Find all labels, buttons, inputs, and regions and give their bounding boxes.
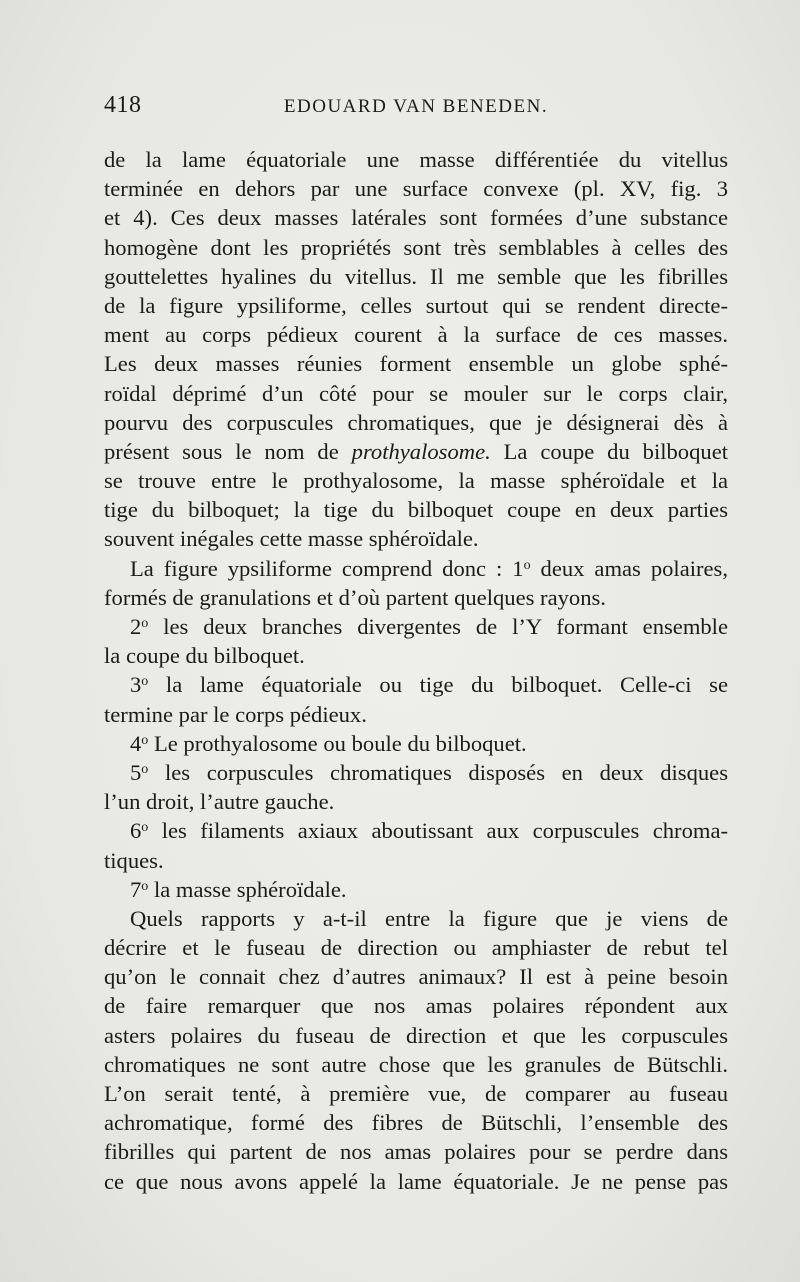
line-segment: pourvu des corpuscules chromatiques, que je désignerai dès à [104, 409, 728, 435]
text-line [104, 670, 728, 699]
line-segment: Quels rapports y a-t-il entre la figure que je viens de [130, 905, 728, 931]
page-number: 418 [104, 92, 142, 118]
text-line [104, 816, 728, 845]
ordinal-superscript: o [141, 820, 149, 836]
text-line [104, 262, 728, 291]
line-segment: fibrilles qui partent de nos amas polaires pour se perdre dans [104, 1139, 728, 1165]
line-segment: termine par le corps pédieux. [104, 701, 367, 727]
line-segment: homogène dont les propriétés sont très semblables à celles des [104, 234, 728, 260]
text-line [104, 524, 728, 553]
line-segment: roïdal déprimé d’un côté pour se mouler sur le corps clair, [104, 380, 728, 406]
line-segment: La coupe du bilboquet [490, 438, 728, 464]
text-line [104, 991, 728, 1020]
line-segment: La figure ypsiliforme comprend donc : 1 [130, 555, 524, 581]
line-segment: 7 [130, 876, 142, 902]
ordinal-superscript: o [141, 616, 149, 631]
line-segment: 3 [130, 672, 142, 698]
text-line [104, 904, 728, 933]
running-head: EDOUARD VAN BENEDEN. [283, 96, 549, 117]
line-segment: 4 [130, 730, 142, 756]
text-line [104, 1108, 728, 1137]
text-line [104, 787, 728, 816]
text-line [104, 1137, 728, 1166]
text-line [104, 1021, 728, 1050]
ordinal-superscript: o [141, 674, 149, 690]
italic-term: prothyalosome. [351, 438, 491, 464]
line-segment: Les deux masses réunies forment ensemble un globe sphé- [104, 351, 728, 377]
line-segment: 5 [130, 759, 142, 785]
text-line [104, 641, 728, 670]
line-segment: de la figure ypsiliforme, celles surtout qui se rendent directe- [104, 292, 728, 318]
line-segment: terminée en dehors par une surface convexe (pl. XV, fig. 3 [104, 176, 728, 202]
line-segment: la coupe du bilboquet. [104, 643, 305, 669]
text-line [104, 875, 728, 904]
line-segment: formés de granulations et d’où partent quelques rayons. [104, 584, 606, 610]
line-segment: la lame équatoriale ou tige du bilboquet. Celle-ci se [148, 672, 728, 698]
text-line [104, 349, 728, 378]
line-segment: 2 [130, 614, 142, 639]
text-line [104, 495, 728, 524]
text-line [104, 379, 728, 408]
line-segment: les filaments axiaux aboutissant aux corpuscules chroma- [148, 818, 728, 844]
ordinal-superscript: o [523, 557, 531, 573]
line-segment: 6 [130, 818, 142, 844]
line-segment: décrire et le fuseau de direction ou amphiaster de rebut tel [104, 935, 728, 961]
line-segment: se trouve entre le prothyalosome, la masse sphéroïdale et la [104, 468, 728, 494]
text-line [104, 933, 728, 962]
text-line [104, 320, 728, 349]
line-segment: Le prothyalosome ou boule du bilboquet. [148, 730, 527, 756]
text-line [104, 437, 728, 466]
text-line [104, 145, 728, 174]
line-segment: achromatique, formé des fibres de Bütschli, l’ensemble des [104, 1110, 728, 1136]
text-line [104, 1079, 728, 1108]
line-segment: qu’on le connait chez d’autres animaux? Il est à peine besoin [104, 964, 728, 990]
line-segment: chromatiques ne sont autre chose que les granules de Bütschli. [104, 1051, 728, 1077]
line-segment: tige du bilboquet; la tige du bilboquet coupe en deux parties [104, 497, 728, 523]
text-line [104, 233, 728, 262]
ordinal-superscript: o [141, 732, 149, 748]
line-segment: ce que nous avons appelé la lame équatoriale. Je ne pense pas [104, 1168, 728, 1194]
line-segment: la masse sphéroïdale. [148, 876, 347, 902]
line-segment: les deux branches divergentes de l’Y formant ensemble [148, 614, 728, 639]
text-line [104, 1167, 728, 1196]
body-text [104, 145, 728, 1196]
text-line [104, 729, 728, 758]
text-line [104, 203, 728, 232]
page-header [104, 92, 728, 124]
line-segment: et 4). Ces deux masses latérales sont formées d’une substance [104, 205, 728, 231]
line-segment: deux amas polaires, [530, 555, 728, 581]
line-segment: les corpuscules chromatiques disposés en deux disques [148, 759, 728, 785]
text-line [104, 554, 728, 583]
line-segment: présent sous le nom de [104, 438, 352, 464]
line-segment: l’un droit, l’autre gauche. [104, 789, 335, 815]
text-line [104, 466, 728, 495]
ordinal-superscript: o [141, 761, 149, 777]
ordinal-superscript: o [141, 878, 149, 894]
text-line [104, 700, 728, 729]
line-segment: de la lame équatoriale une masse différentiée du vitellus [104, 147, 728, 172]
line-segment: gouttelettes hyalines du vitellus. Il me semble que les fibrilles [104, 263, 728, 289]
line-segment: L’on serait tenté, à première vue, de comparer au fuseau [104, 1081, 728, 1106]
text-line [104, 612, 728, 641]
text-line [104, 758, 728, 787]
line-segment: asters polaires du fuseau de direction et que les corpuscules [104, 1022, 728, 1048]
line-segment: ment au corps pédieux courent à la surface de ces masses. [104, 322, 728, 348]
text-line [104, 291, 728, 320]
text-line [104, 962, 728, 991]
text-line [104, 583, 728, 612]
line-segment: tiques. [104, 847, 164, 873]
text-line [104, 174, 728, 203]
text-line [104, 408, 728, 437]
line-segment: souvent inégales cette masse sphéroïdale. [104, 526, 479, 552]
line-segment: de faire remarquer que nos amas polaires répondent aux [104, 993, 728, 1019]
text-line [104, 1050, 728, 1079]
text-line [104, 846, 728, 875]
